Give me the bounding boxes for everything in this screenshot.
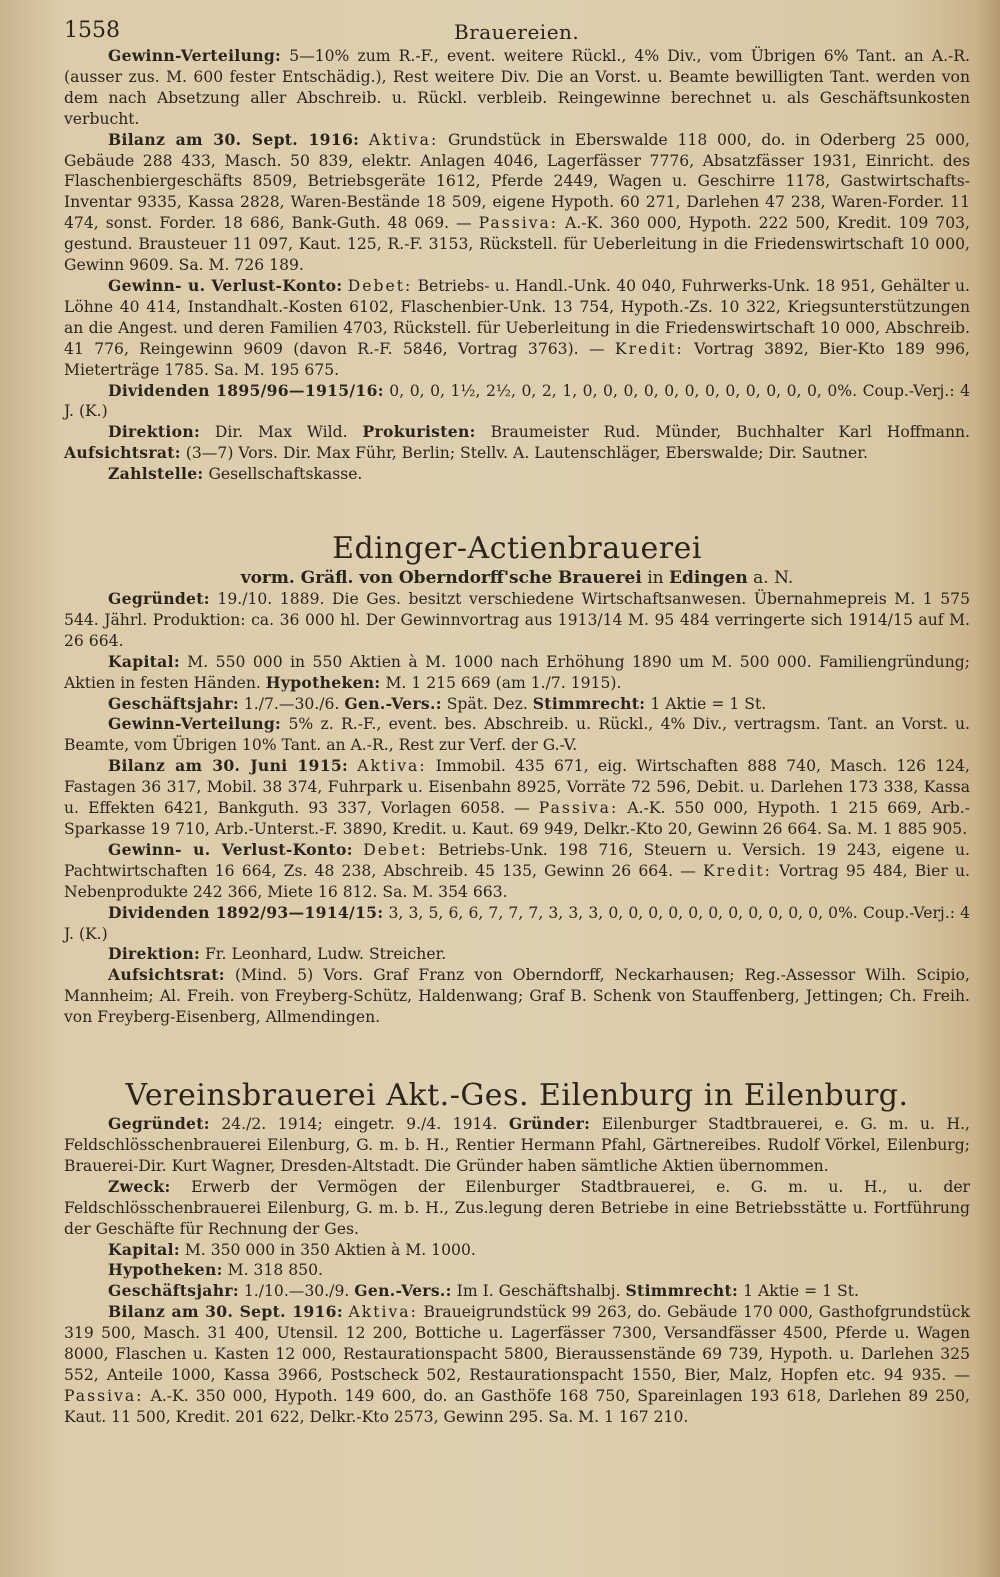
page-edge-shadow xyxy=(974,0,1000,1577)
paragraph-gewinn-verteilung: Gewinn-Verteilung: 5% z. R.-F., event. bes. Abschreib. u. Rückl., 4% Div., vertragsm. Tant. an Vorst. u. Beamte, vom Übrigen 10% Tant. an A.-R., Rest zur Verf. der G.-V. xyxy=(64,714,970,755)
section-continuation xyxy=(64,46,970,485)
company-title: Edinger-Actienbrauerei xyxy=(332,531,702,567)
company-subtitle: vorm. Gräfl. von Oberndorff'sche Brauerei in Edingen a. N. xyxy=(240,568,794,589)
paragraph-hypotheken: Hypotheken: M. 318 850. xyxy=(108,1260,323,1280)
paragraph-dividenden: Dividenden 1892/93—1914/15: 3, 3, 5, 6, 6, 7, 7, 7, 3, 3, 3, 0, 0, 0, 0, 0, 0, 0, 0, 0, 0, 0, 0%. Coup.-Verj.: 4 J. (K.) xyxy=(64,902,970,943)
paragraph-gegruendet: Gegründet: 19./10. 1889. Die Ges. besitzt verschiedene Wirtschaftsanwesen. Übernahmepreis M. 1 575 544. Jährl. Produktion: ca. 36 000 hl. Der Gewinnvortrag aus 1913/14 M. 95 484 verringerte sich 1914/15 auf M. 26 664. xyxy=(64,589,970,650)
section-edinger xyxy=(64,531,970,1028)
paragraph-zahlstelle: Zahlstelle: Gesellschaftskasse. xyxy=(108,464,363,484)
paragraph-dividenden: Dividenden 1895/96—1915/16: 0, 0, 0, 1½, 2½, 0, 2, 1, 0, 0, 0, 0, 0, 0, 0, 0, 0, 0, 0, 0, 0%. Coup.-Verj.: 4 J. (K.) xyxy=(64,380,971,421)
paragraph-bilanz: Bilanz am 30. Sept. 1916: Aktiva: Grundstück in Eberswalde 118 000, do. in Oderberg 25 000, Gebäude 288 433, Masch. 50 839, elektr. Anlagen 4046, Lagerfässer 7776, Absatzfässer 1931, Einricht. des Flaschenbiergeschäfts 8509, Betriebsgeräte 1612, Pferde 2449, Wagen u. Geschirre 1178, Gastwirtschafts-Inventar 9335, Kassa 2828, Waren-Bestände 18 509, eigene Hypoth. 60 271, Darlehen 47 238, Waren-Forder. 11 474, sonst. Forder. 18 686, Bank-Guth. 48 069. — Passiva: A.-K. 360 000, Hypoth. 222 500, Kredit. 109 703, gestund. Brausteuer 11 097, Kaut. 125, R.-F. 3153, Rückstell. für Ueberleitung in die Friedenswirtschaft 10 000, Gewinn 9609. Sa. M. 726 189. xyxy=(64,129,970,275)
paragraph-direktion: Direktion: Dir. Max Wild. Prokuristen: Braumeister Rud. Münder, Buchhalter Karl Hoffmann. Aufsichtsrat: (3—7) Vors. Dir. Max Führ, Berlin; Stellv. A. Lautenschläger, Eberswalde; Dir. Sautner. xyxy=(64,422,970,463)
running-title: Brauereien. xyxy=(454,20,580,44)
company-title: Vereinsbrauerei Akt.-Ges. Eilenburg in Eilenburg. xyxy=(125,1078,909,1114)
paragraph-direktion: Direktion: Fr. Leonhard, Ludw. Streicher. xyxy=(108,944,447,964)
paragraph-kapital: Kapital: M. 350 000 in 350 Aktien à M. 1000. xyxy=(108,1239,476,1259)
paragraph-bilanz: Bilanz am 30. Juni 1915: Aktiva: Immobil. 435 671, eig. Wirtschaften 888 740, Masch. 126 124, Fastagen 36 317, Mobil. 38 374, Fuhrpark u. Eisenbahn 8925, Vorräte 72 596, Debit. u. Darlehen 173 338, Kassa u. Effekten 6421, Bankguth. 93 337, Vorlagen 6058. — Passiva: A.-K. 550 000, Hypoth. 1 215 669, Arb.-Sparkasse 19 710, Arb.-Unterst.-F. 3890, Kredit. u. Kaut. 69 949, Delkr.-Kto 20, Gewinn 26 664. Sa. M. 1 885 905. xyxy=(64,756,971,838)
paragraph-geschaeftsjahr: Geschäftsjahr: 1./10.—30./9. Gen.-Vers.: Im I. Geschäftshalbj. Stimmrecht: 1 Aktie = 1 St. xyxy=(108,1281,859,1301)
paragraph-gewinn-verteilung: Gewinn-Verteilung: 5—10% zum R.-F., event. weitere Rückl., 4% Div., vom Übrigen 6% Tant. an A.-R. (ausser zus. M. 600 fester Entschädig.), Rest weitere Div. Die an Vorst. u. Beamte bewilligten Tant. werden von dem nach Absetzung aller Abschreib. u. Rückl. verbleib. Reingewinne berechnet u. als Geschäftsunkosten verbucht. xyxy=(64,46,970,128)
paragraph-gewinn-verlust: Gewinn- u. Verlust-Konto: Debet: Betriebs- u. Handl.-Unk. 40 040, Fuhrwerks-Unk. 18 951, Gehälter u. Löhne 40 414, Instandhalt.-Kosten 6102, Flaschenbier-Unk. 13 754, Hypoth.-Zs. 10 322, Kriegsunterstützungen an die Angest. und deren Familien 4703, Rückstell. für Ueberleitung in die Friedenswirtschaft 10 000, Abschreib. 41 776, Reingewinn 9609 (davon R.-F. 5846, Vortrag 3763). — Kredit: Vortrag 3892, Bier-Kto 189 996, Mieterträge 1785. Sa. M. 195 675. xyxy=(64,275,970,379)
section-vereinsbrauerei xyxy=(64,1078,970,1428)
paragraph-kapital: Kapital: M. 550 000 in 550 Aktien à M. 1000 nach Erhöhung 1890 um M. 500 000. Familiengründung; Aktien in festen Händen. Hypotheken: M. 1 215 669 (am 1./7. 1915). xyxy=(64,651,970,692)
page-header xyxy=(64,14,970,44)
paragraph-gewinn-verlust: Gewinn- u. Verlust-Konto: Debet: Betriebs-Unk. 198 716, Steuern u. Versich. 19 243, eigene u. Pachtwirtschaften 16 664, Zs. 48 238, Abschreib. 45 135, Gewinn 26 664. — Kredit: Vortrag 95 484, Bier u. Nebenprodukte 242 366, Miete 16 812. Sa. M. 354 663. xyxy=(64,839,970,901)
paragraph-gegruendet: Gegründet: 24./2. 1914; eingetr. 9./4. 1914. Gründer: Eilenburger Stadtbrauerei, e. G. m. u. H., Feldschlösschenbrauerei Eilenburg, G. m. b. H., Rentier Hermann Pfahl, Gärtnereibes. Rudolf Vörkel, Eilenburg; Brauerei-Dir. Kurt Wagner, Dresden-Altstadt. Die Gründer haben sämtliche Aktien übernommen. xyxy=(64,1114,970,1175)
paragraph-zweck: Zweck: Erwerb der Vermögen der Eilenburger Stadtbrauerei, e. G. m. u. H., u. der Feldschlösschenbrauerei Eilenburg, G. m. b. H., Zus.legung deren Betriebe in eine Betriebsstätte u. Fortführung der Geschäfte für Rechnung der Ges. xyxy=(64,1176,970,1238)
paragraph-bilanz: Bilanz am 30. Sept. 1916: Aktiva: Braueigrundstück 99 263, do. Gebäude 170 000, Gasthofgrundstück 319 500, Masch. 31 400, Utensil. 12 200, Bottiche u. Lagerfässer 7300, Versandfässer 4500, Pferde u. Wagen 8000, Flaschen u. Kasten 12 000, Restaurationspacht 5800, Bieraussenstände 69 739, Hypoth. u. Darlehen 325 552, Anteile 1000, Kassa 3966, Postscheck 502, Restaurationspacht 1550, Bier, Malz, Hopfen etc. 94 935. — Passiva: A.-K. 350 000, Hypoth. 149 600, do. an Gasthöfe 168 750, Spareinlagen 193 618, Darlehen 89 250, Kaut. 11 500, Kredit. 201 622, Delkr.-Kto 2573, Gewinn 295. Sa. M. 1 167 210. xyxy=(64,1302,970,1426)
paragraph-aufsichtsrat: Aufsichtsrat: (Mind. 5) Vors. Graf Franz von Oberndorff, Neckarhausen; Reg.-Assessor Wilh. Scipio, Mannheim; Al. Freih. von Freyberg-Schütz, Haldenwang; Graf B. Schenk von Stauffenberg, Jettingen; Ch. Freih. von Freyberg-Eisenberg, Allmendingen. xyxy=(64,965,970,1027)
page-number: 1558 xyxy=(64,18,120,43)
paragraph-geschaeftsjahr: Geschäftsjahr: 1./7.—30./6. Gen.-Vers.: Spät. Dez. Stimmrecht: 1 Aktie = 1 St. xyxy=(108,693,767,713)
